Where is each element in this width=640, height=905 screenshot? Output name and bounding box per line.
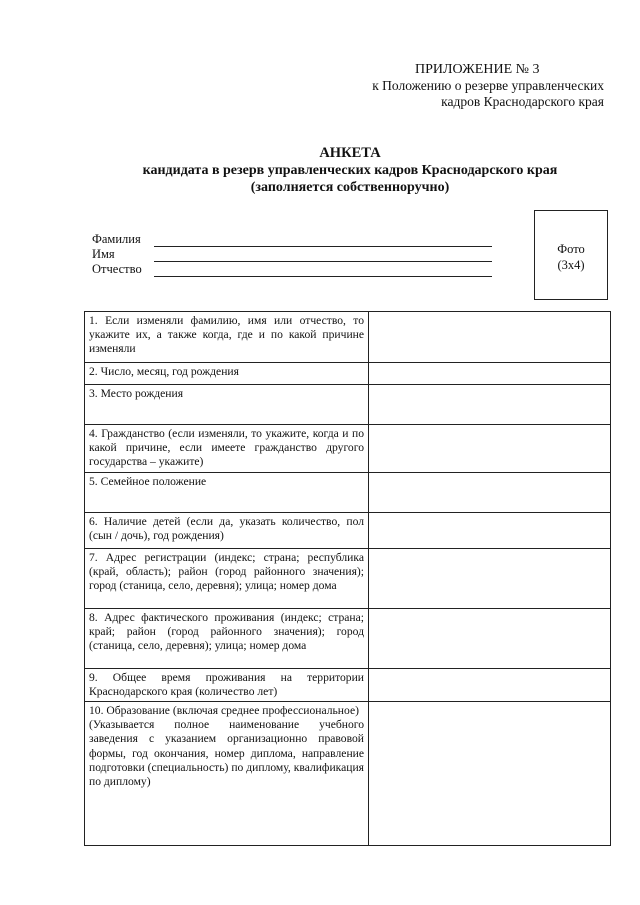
surname-row (92, 232, 492, 247)
table-row (85, 425, 611, 473)
question-cell: 8. Адрес фактического проживания (индекс; страна; край; район (город районного значения); город (станица, село, деревня); улица; номер дома (85, 608, 369, 668)
appendix-number: ПРИЛОЖЕНИЕ № 3 (415, 62, 540, 77)
answer-cell[interactable] (369, 548, 611, 608)
table-row (85, 608, 611, 668)
appendix-reference-line-1: к Положению о резерве управленческих (372, 78, 604, 93)
table-row (85, 472, 611, 512)
question-cell: 4. Гражданство (если изменяли, то укажите, когда и по какой причине, если имеете гражданство другого государства – укажите) (85, 425, 369, 473)
first-name-row (92, 247, 492, 262)
first-name-field[interactable] (154, 251, 492, 262)
photo-size: (3х4) (557, 258, 585, 272)
table-row (85, 512, 611, 548)
answer-cell[interactable] (369, 668, 611, 701)
table-row (85, 385, 611, 425)
table-row (85, 363, 611, 385)
patronymic-field[interactable] (154, 266, 492, 277)
question-cell: 3. Место рождения (85, 385, 369, 425)
table-row (85, 702, 611, 846)
answer-cell[interactable] (369, 608, 611, 668)
table-row (85, 312, 611, 363)
answer-cell[interactable] (369, 425, 611, 473)
table-row (85, 668, 611, 701)
question-cell: 10. Образование (включая среднее профессиональное) (Указывается полное наименование учебного заведения с указанием организационно правовой формы, год окончания, номер диплома, направление подготовки (специальность) по диплому, квалификация по диплому) (85, 702, 369, 846)
surname-label: Фамилия (92, 232, 141, 246)
patronymic-row (92, 262, 492, 277)
answer-cell[interactable] (369, 363, 611, 385)
questionnaire-table (84, 311, 611, 846)
title-main: АНКЕТА (319, 145, 381, 161)
photo-label: Фото (557, 242, 585, 256)
question-cell: 6. Наличие детей (если да, указать количество, пол (сын / дочь), год рождения) (85, 512, 369, 548)
title-subtitle: кандидата в резерв управленческих кадров Краснодарского края (142, 163, 558, 178)
question-cell: 7. Адрес регистрации (индекс; страна; республика (край, область); район (город районного значения); город (станица, село, деревня); улица; номер дома (85, 548, 369, 608)
answer-cell[interactable] (369, 702, 611, 846)
patronymic-label: Отчество (92, 262, 142, 276)
answer-cell[interactable] (369, 472, 611, 512)
question-cell: 2. Число, месяц, год рождения (85, 363, 369, 385)
table-row (85, 548, 611, 608)
question-cell: 9. Общее время проживания на территории Краснодарского края (количество лет) (85, 668, 369, 701)
answer-cell[interactable] (369, 312, 611, 363)
question-cell: 1. Если изменяли фамилию, имя или отчество, то укажите их, а также когда, где и по какой причине изменяли (85, 312, 369, 363)
photo-box (534, 210, 608, 300)
appendix-reference-line-2: кадров Краснодарского края (441, 94, 604, 109)
question-cell: 5. Семейное положение (85, 472, 369, 512)
first-name-label: Имя (92, 247, 115, 261)
answer-cell[interactable] (369, 385, 611, 425)
surname-field[interactable] (154, 236, 492, 247)
answer-cell[interactable] (369, 512, 611, 548)
name-fields (92, 232, 492, 277)
title-note: (заполняется собственноручно) (250, 180, 450, 195)
appendix-header (330, 62, 604, 110)
document-title (70, 145, 630, 196)
